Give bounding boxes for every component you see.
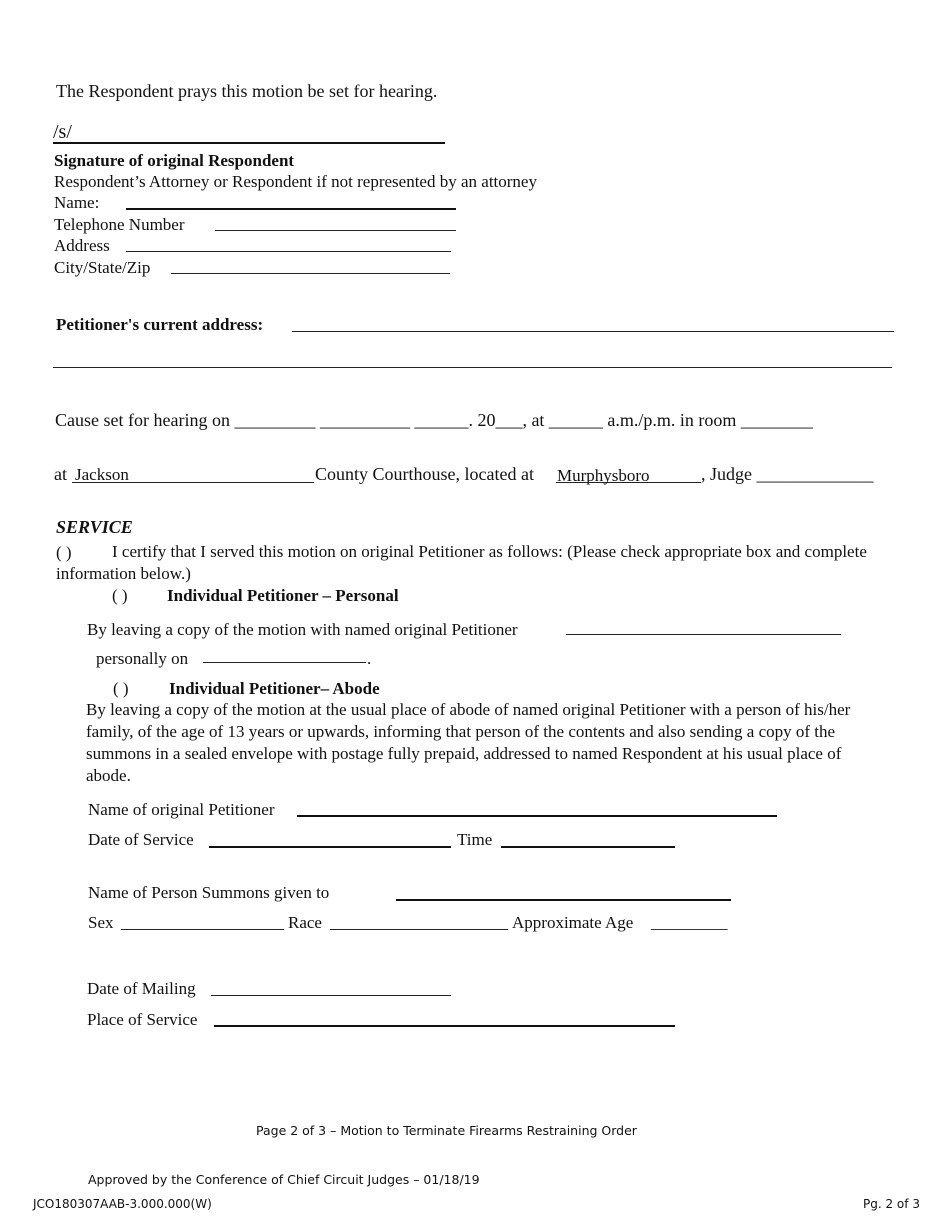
county-field[interactable] [72,482,314,483]
petitioner-address-label: Petitioner's current address: [56,315,264,334]
summons-given-label: Name of Person Summons given to [88,883,330,902]
place-of-service-label: Place of Service [87,1010,198,1029]
service-heading: SERVICE [56,517,133,537]
hearing-at-label: at [54,464,67,484]
personally-on-label: personally on [96,649,189,668]
judge-label: , Judge _____________ [701,464,874,484]
footer-page-number: Pg. 2 of 3 [863,1197,920,1211]
time-label: Time [457,830,493,849]
date-of-service-field[interactable] [209,846,451,848]
county-value: Jackson [75,465,129,484]
petitioner-address-field[interactable] [292,331,894,332]
sex-field[interactable] [121,929,284,930]
signature-title: Signature of original Respondent [54,151,295,170]
personally-on-period: . [367,649,372,668]
address-field[interactable] [126,251,451,252]
personal-title: Individual Petitioner – Personal [167,586,399,605]
signature-value: /s/ [53,121,72,143]
summons-given-field[interactable] [396,899,731,901]
city-state-zip-field[interactable] [171,273,450,274]
abode-checkbox[interactable]: ( ) [113,679,129,698]
signature-subtitle: Respondent’s Attorney or Respondent if not represented by an attorney [54,172,537,191]
personally-on-field[interactable] [203,662,366,663]
race-label: Race [288,913,322,932]
approximate-age-field[interactable]: _________ [651,913,728,932]
name-of-petitioner-field[interactable] [297,815,777,817]
name-label: Name: [54,193,100,212]
footer-approved: Approved by the Conference of Chief Circuit Judges – 01/18/19 [88,1172,480,1187]
footer-form-code: JCO180307AAB-3.000.000(W) [33,1197,212,1211]
footer-page-title: Page 2 of 3 – Motion to Terminate Firearms Restraining Order [256,1123,637,1138]
address-label: Address [54,236,110,255]
city-field[interactable] [556,482,701,483]
date-of-mailing-label: Date of Mailing [87,979,196,998]
abode-title: Individual Petitioner– Abode [169,679,380,698]
race-field[interactable] [330,929,508,930]
telephone-label: Telephone Number [54,215,185,234]
city-value: Murphysboro [557,466,650,485]
time-field[interactable] [501,846,675,848]
place-of-service-field[interactable] [214,1025,675,1027]
personal-checkbox[interactable]: ( ) [112,586,128,605]
name-of-petitioner-label: Name of original Petitioner [88,800,275,819]
approximate-age-label: Approximate Age [512,913,634,932]
personal-petitioner-field[interactable] [566,634,841,635]
date-of-mailing-field[interactable] [211,995,451,996]
date-of-service-label: Date of Service [88,830,194,849]
hearing-line: Cause set for hearing on _________ __________ ______. 20___, at ______ a.m./p.m. in room ________ [55,410,813,430]
prayer-text: The Respondent prays this motion be set for hearing. [56,81,438,101]
certify-text: I certify that I served this motion on original Petitioner as follows: (Please check appropriate box and complete information below.) [56,542,867,583]
city-state-zip-label: City/State/Zip [54,258,151,277]
telephone-field[interactable] [215,230,456,231]
sex-label: Sex [88,913,114,932]
signature-line[interactable] [53,142,445,144]
abode-text: By leaving a copy of the motion at the usual place of abode of named original Petitioner with a person of his/her family, of the age of 13 years or upwards, informing that person of the contents and also sending a copy of the summons in a sealed envelope with postage fully prepaid, addressed to named Respondent at his usual place of abode. [86,700,851,785]
personal-leaving-text: By leaving a copy of the motion with named original Petitioner [87,620,518,639]
certify-checkbox[interactable]: ( ) [56,543,72,562]
courthouse-label: County Courthouse, located at [315,464,534,484]
name-field[interactable] [126,208,456,210]
petitioner-address-field-line2[interactable] [53,367,892,368]
